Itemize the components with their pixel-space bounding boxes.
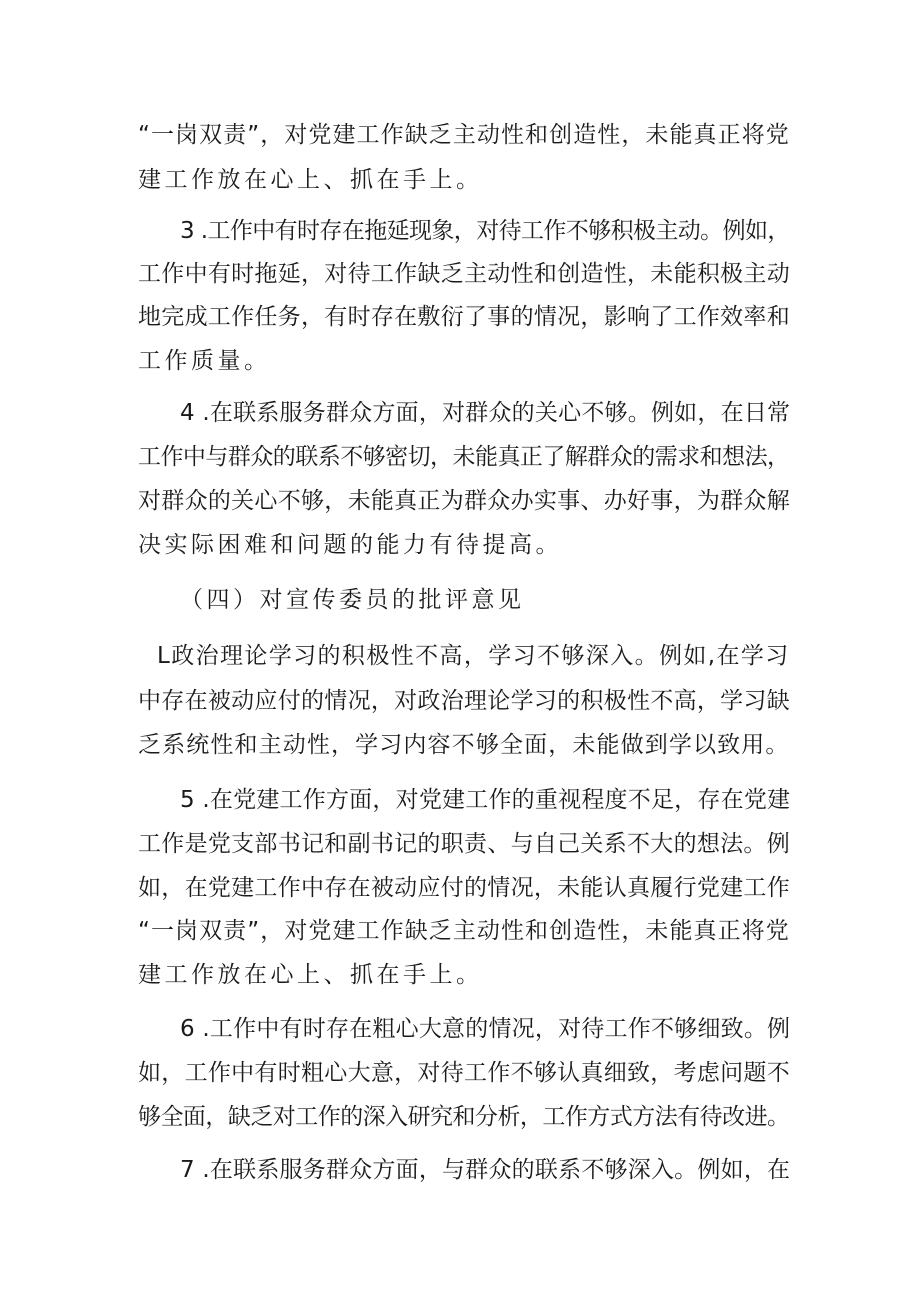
text-line: 工作中与群众的联系不够密切，未能真正了解群众的需求和想法， xyxy=(138,444,790,470)
text-line: 建工作放在心上、抓在手上。 xyxy=(138,167,483,193)
text-line: 地完成工作任务，有时存在敷衍了事的情况，影响了工作效率和 xyxy=(138,304,790,330)
text-line: 决实际困难和问题的能力有待提高。 xyxy=(138,532,562,558)
section-heading: （四）对宣传委员的批评意见 xyxy=(180,587,525,613)
text-line: 如，在党建工作中存在被动应付的情况，未能认真履行党建工作 xyxy=(138,875,790,901)
paragraph-first-line: 3 .工作中有时存在拖延现象，对待工作不够积极主动。例如， xyxy=(180,218,790,244)
text-line: “一岗双责”，对党建工作缺乏主动性和创造性，未能真正将党 xyxy=(138,122,790,148)
text-line: “一岗双责”，对党建工作缺乏主动性和创造性，未能真正将党 xyxy=(138,918,790,944)
text-line: 工作质量。 xyxy=(138,348,271,374)
paragraph-first-line: L政治理论学习的积极性不高，学习不够深入。例如,在学习 xyxy=(157,643,790,669)
text-line: 乏系统性和主动性，学习内容不够全面，未能做到学以致用。 xyxy=(138,732,790,758)
text-line: 建工作放在心上、抓在手上。 xyxy=(138,962,483,988)
text-line: 工作是党支部书记和副书记的职责、与自己关系不大的想法。例 xyxy=(138,831,790,857)
paragraph-first-line: 6 .工作中有时存在粗心大意的情况，对待工作不够细致。例 xyxy=(180,1016,791,1042)
text-line: 中存在被动应付的情况，对政治理论学习的积极性不高，学习缺 xyxy=(138,688,790,714)
text-line: 工作中有时拖延，对待工作缺乏主动性和创造性，未能积极主动 xyxy=(138,261,790,287)
text-line: 对群众的关心不够，未能真正为群众办实事、办好事，为群众解 xyxy=(138,488,790,514)
text-line: 够全面，缺乏对工作的深入研究和分析，工作方式方法有待改进。 xyxy=(138,1104,790,1130)
paragraph-first-line: 7 .在联系服务群众方面，与群众的联系不够深入。例如，在 xyxy=(180,1157,791,1183)
paragraph-first-line: 4 .在联系服务群众方面，对群众的关心不够。例如，在日常 xyxy=(180,400,791,426)
paragraph-first-line: 5 .在党建工作方面，对党建工作的重视程度不足，存在党建 xyxy=(180,787,791,813)
text-line: 如，工作中有时粗心大意，对待工作不够认真细致，考虑问题不 xyxy=(138,1060,790,1086)
